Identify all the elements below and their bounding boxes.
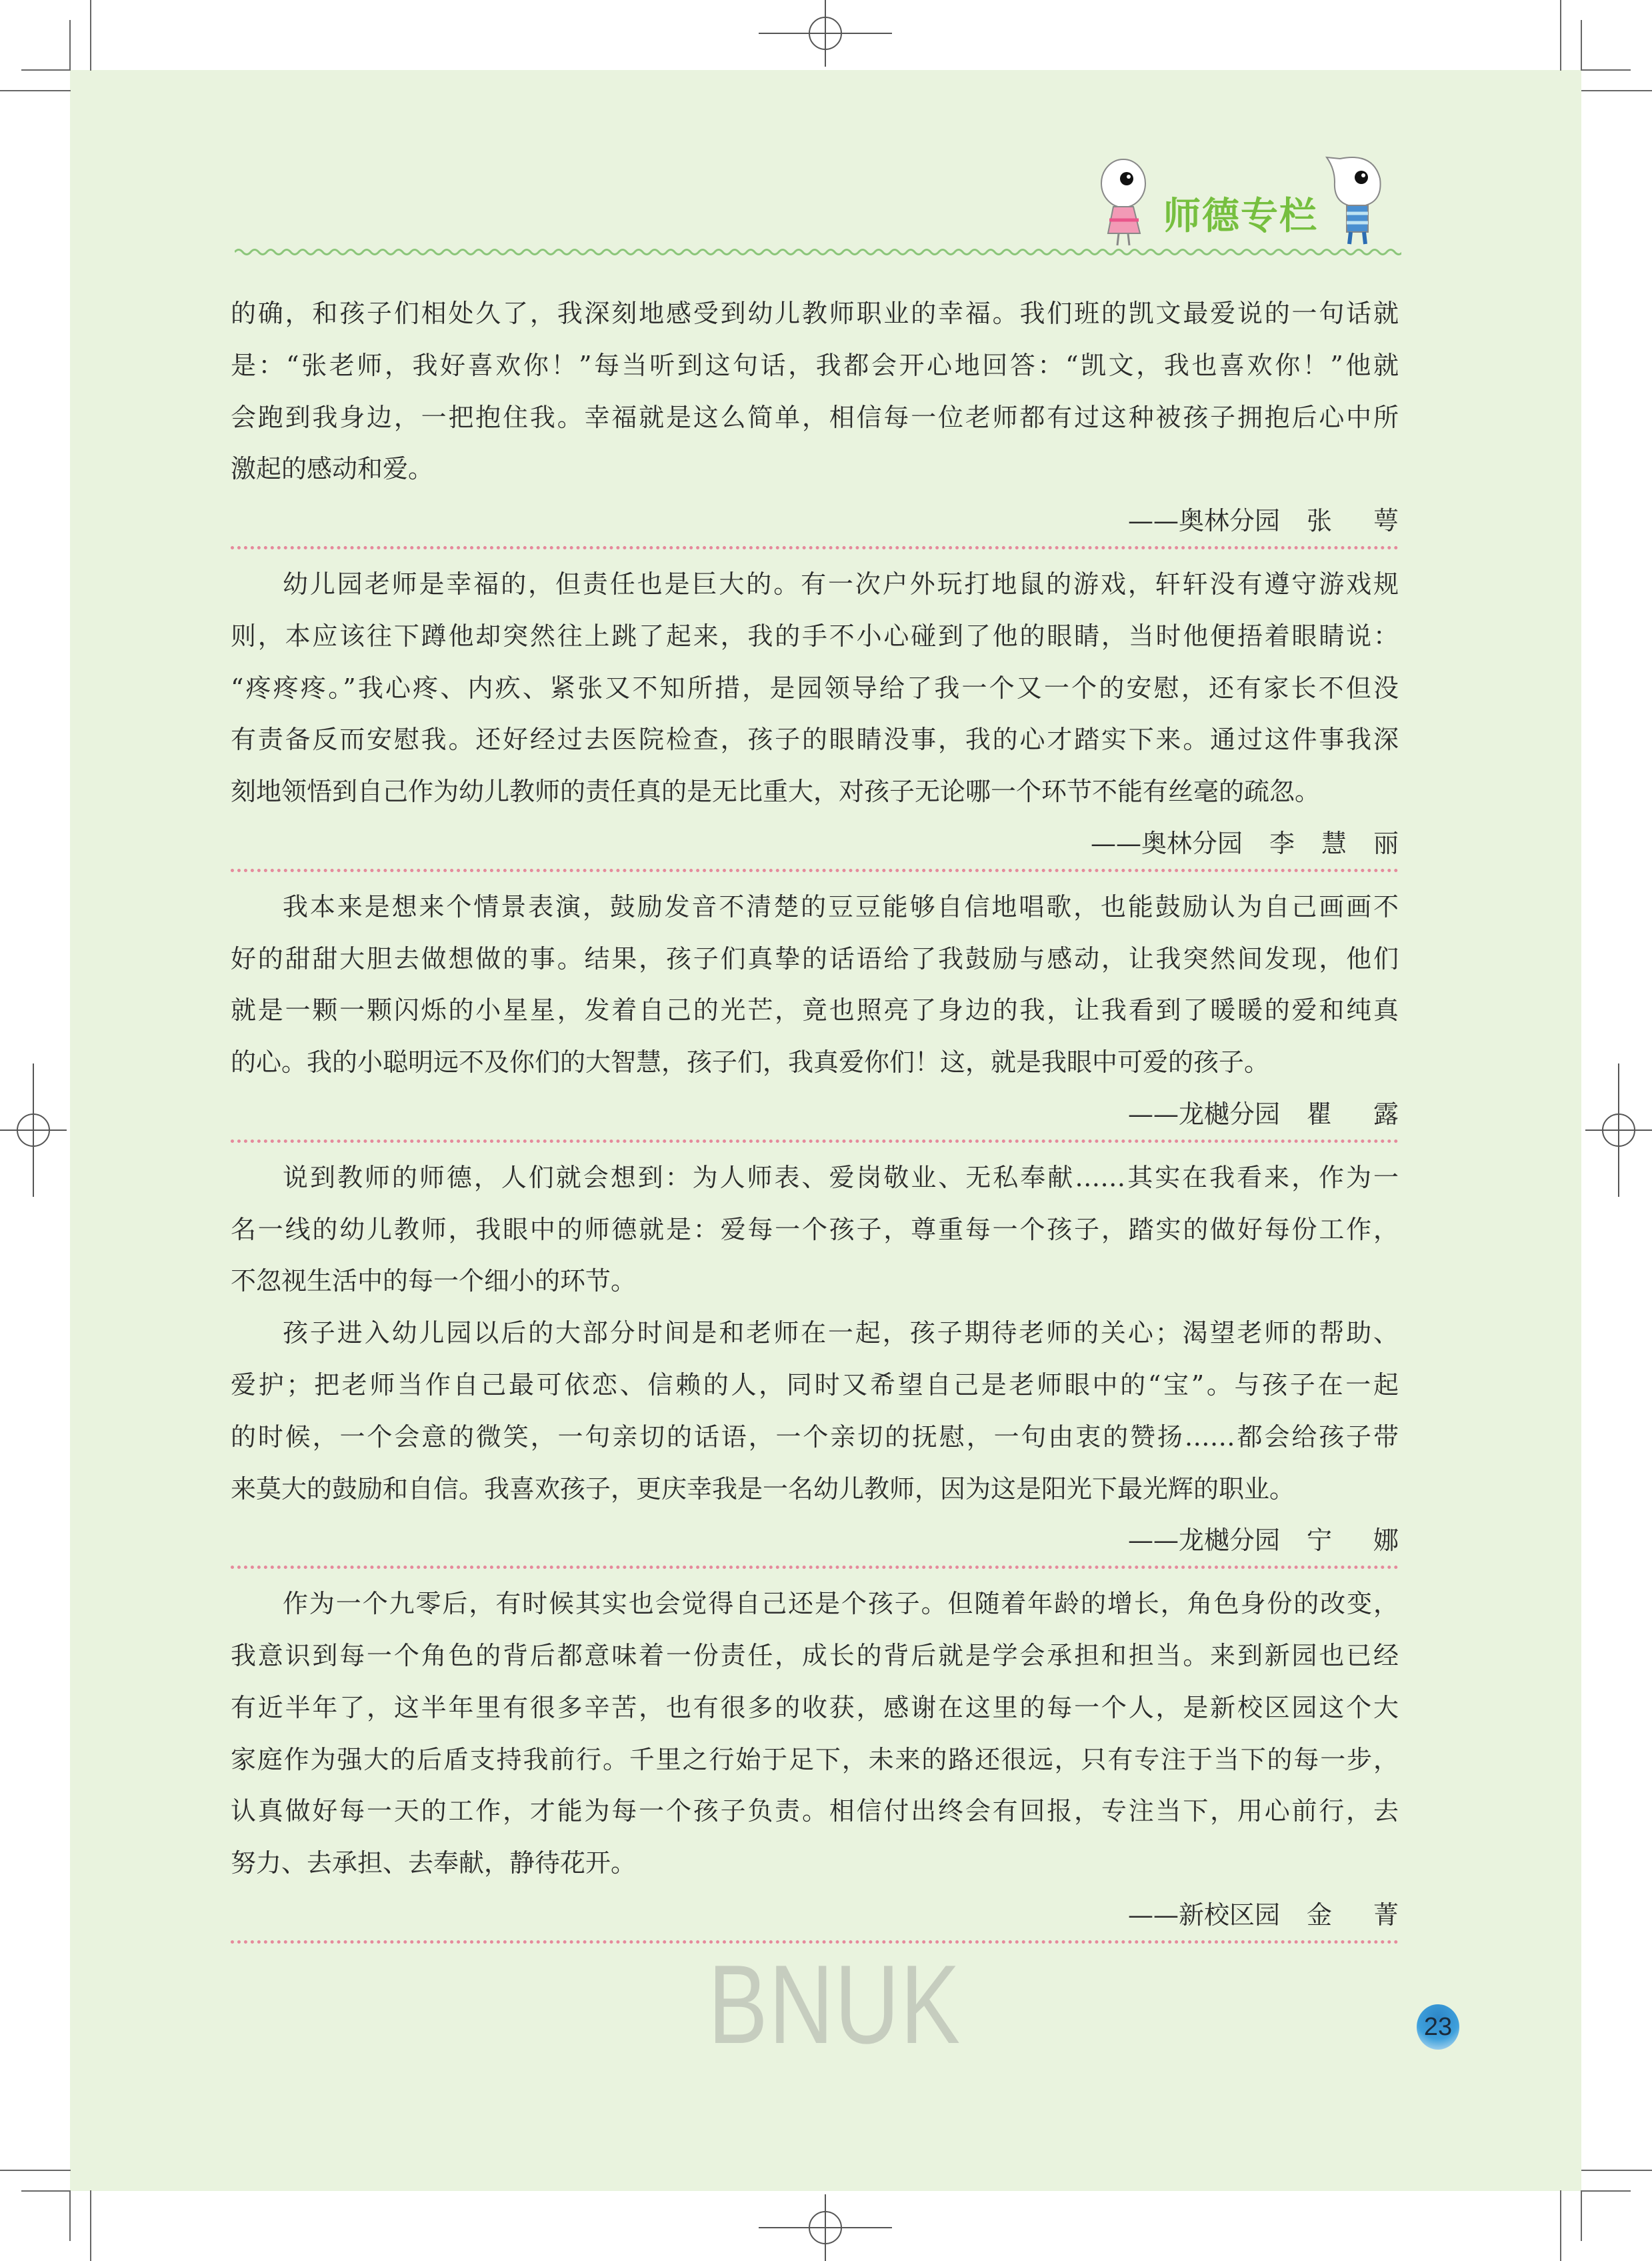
girl-mascot-icon xyxy=(1093,153,1160,247)
signature-name: 张萼 xyxy=(1306,506,1440,536)
text-line: 名一线的幼儿教师，我眼中的师德就是：爱每一个孩子，尊重每一个孩子，踏实的做好每份工作， xyxy=(231,1214,1399,1244)
text-line: 的确，和孩子们相处久了，我深刻地感受到幼儿教师职业的幸福。我们班的凯文最爱说的一句话就 xyxy=(231,299,1399,328)
text-line: 会跑到我身边，一把抱住我。幸福就是这么简单，相信每一位老师都有过这种被孩子拥抱后心中所 xyxy=(231,402,1399,432)
essay-section xyxy=(231,881,1440,1143)
text-line: 我本来是想来个情景表演，鼓励发音不清楚的豆豆能够自信地唱歌，也能鼓励认为自己画画不 xyxy=(283,891,1399,921)
text-line: 爱护；把老师当作自己最可依恋、信赖的人，同时又希望自己是老师眼中的“宝”。与孩子在一起 xyxy=(231,1370,1399,1400)
bnuk-watermark: BNUK xyxy=(708,1942,961,2067)
text-line: 不忽视生活中的每一个细小的环节。 xyxy=(231,1266,637,1296)
article-body xyxy=(231,288,1440,1953)
text-line: 来莫大的鼓励和自信。我喜欢孩子，更庆幸我是一名幼儿教师，因为这是阳光下最光辉的职业。 xyxy=(231,1474,1295,1504)
paragraph xyxy=(231,1578,1399,1890)
registration-mark-icon xyxy=(759,2194,892,2261)
paragraph xyxy=(231,559,1399,818)
text-line: 是：“张老师，我好喜欢你！”每当听到这句话，我都会开心地回答：“凯文，我也喜欢你！”他就 xyxy=(231,350,1399,380)
registration-mark-icon xyxy=(1585,1063,1652,1197)
text-line: 就是一颗一颗闪烁的小星星，发着自己的光芒，竟也照亮了身边的我，让我看到了暖暖的爱和纯真 xyxy=(231,995,1399,1025)
author-signature xyxy=(231,818,1425,870)
author-signature xyxy=(231,1515,1440,1567)
author-signature xyxy=(231,1089,1440,1141)
column-title: 师德专栏 xyxy=(1163,195,1318,238)
text-line: 认真做好每一天的工作，才能为每一个孩子负责。相信付出终会有回报，专注当下，用心前行，去 xyxy=(231,1796,1399,1826)
text-line: 幼儿园老师是幸福的，但责任也是巨大的。有一次户外玩打地鼠的游戏，轩轩没有遵守游戏规 xyxy=(283,569,1399,599)
signature-name: 李慧丽 xyxy=(1269,828,1425,858)
text-line: 激起的感动和爱。 xyxy=(231,454,434,484)
essay-section xyxy=(231,1578,1440,1944)
signature-org: ——奥林分园 xyxy=(1090,828,1243,858)
paragraph xyxy=(231,881,1399,1089)
essay-section xyxy=(231,1152,1440,1569)
essay-section xyxy=(231,559,1425,872)
text-line: 努力、去承担、去奉献，静待花开。 xyxy=(231,1848,637,1878)
text-line: 的心。我的小聪明远不及你们的大智慧，孩子们，我真爱你们！这，就是我眼中可爱的孩子。 xyxy=(231,1047,1270,1077)
registration-mark-icon xyxy=(759,0,892,67)
author-signature xyxy=(231,1890,1440,1942)
text-line: 有近半年了，这半年里有很多辛苦，也有很多的收获，感谢在这里的每一个人，是新校区园这个大 xyxy=(231,1692,1399,1722)
text-line: 作为一个九零后，有时候其实也会觉得自己还是个孩子。但随着年龄的增长，角色身份的改变， xyxy=(283,1589,1399,1619)
text-line: 我意识到每一个角色的背后都意味着一份责任，成长的背后就是学会承担和担当。来到新园也已经 xyxy=(231,1640,1399,1670)
wavy-divider xyxy=(235,245,1401,259)
paragraph xyxy=(231,288,1399,495)
text-line: 有责备反而安慰我。还好经过去医院检查，孩子的眼睛没事，我的心才踏实下来。通过这件事我深 xyxy=(231,725,1399,755)
text-line: 孩子进入幼儿园以后的大部分时间是和老师在一起，孩子期待老师的关心；渴望老师的帮助、 xyxy=(283,1318,1399,1348)
signature-name: 宁娜 xyxy=(1306,1526,1440,1556)
author-signature xyxy=(231,495,1440,547)
paragraph xyxy=(231,1152,1399,1308)
text-line: 说到教师的师德，人们就会想到：为人师表、爱岗敬业、无私奉献……其实在我看来，作为一 xyxy=(283,1162,1399,1192)
page-number-badge: 23 xyxy=(1417,2004,1459,2050)
text-line: 家庭作为强大的后盾支持我前行。千里之行始于足下，未来的路还很远，只有专注于当下的每一步， xyxy=(231,1744,1399,1774)
signature-org: ——奥林分园 xyxy=(1127,506,1280,536)
signature-name: 金菁 xyxy=(1306,1900,1440,1930)
registration-mark-icon xyxy=(0,1063,67,1197)
text-line: 则，本应该往下蹲他却突然往上跳了起来，我的手不小心碰到了他的眼睛，当时他便捂着眼睛说： xyxy=(231,621,1399,651)
text-line: “疼疼疼。”我心疼、内疚、紧张又不知所措，是园领导给了我一个又一个的安慰，还有家长不但没 xyxy=(231,673,1399,703)
signature-name: 瞿露 xyxy=(1306,1099,1440,1129)
text-line: 好的甜甜大胆去做想做的事。结果，孩子们真挚的话语给了我鼓励与感动，让我突然间发现，他们 xyxy=(231,943,1399,973)
signature-org: ——龙樾分园 xyxy=(1127,1099,1280,1129)
signature-org: ——新校区园 xyxy=(1127,1900,1280,1930)
essay-section xyxy=(231,288,1440,549)
boy-mascot-icon xyxy=(1320,152,1400,245)
signature-org: ——龙樾分园 xyxy=(1127,1526,1280,1556)
text-line: 刻地领悟到自己作为幼儿教师的责任真的是无比重大，对孩子无论哪一个环节不能有丝毫的疏忽。 xyxy=(231,777,1321,807)
text-line: 的时候，一个会意的微笑，一句亲切的话语，一个亲切的抚慰，一句由衷的赞扬……都会给孩子带 xyxy=(231,1422,1399,1452)
paragraph xyxy=(231,1308,1399,1515)
